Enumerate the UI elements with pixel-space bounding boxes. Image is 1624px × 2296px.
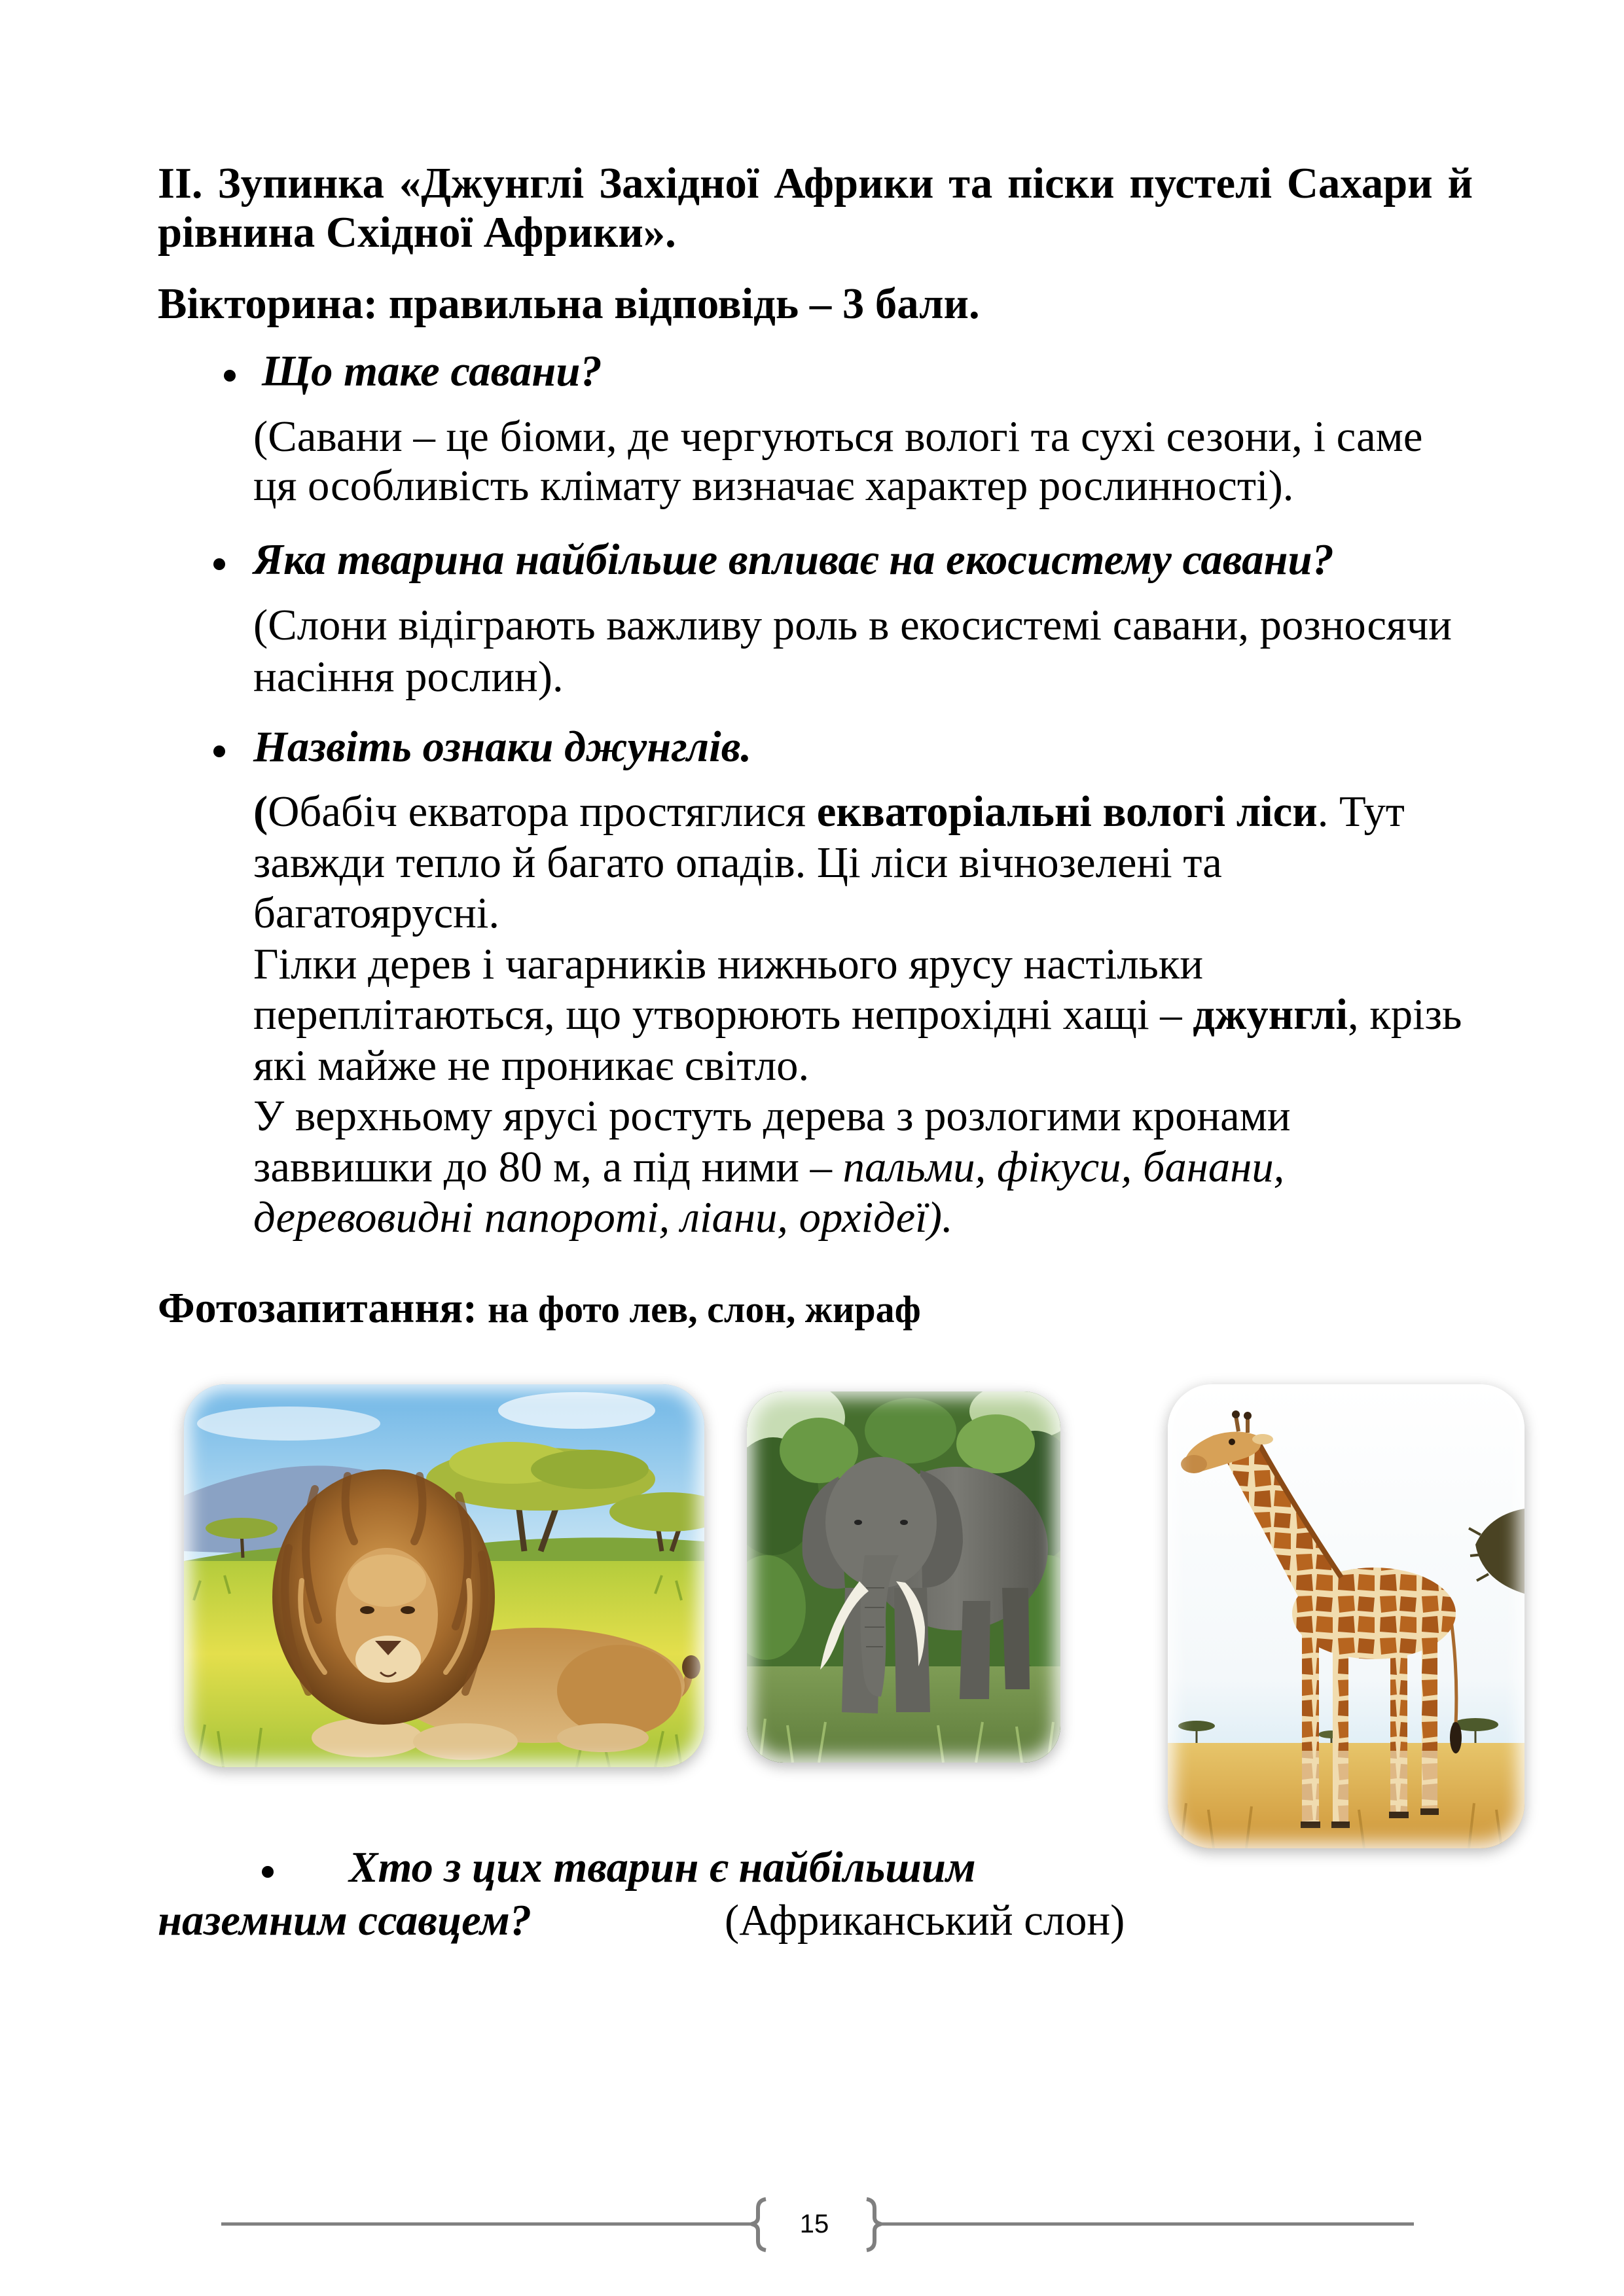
answer-line: насіння рослин).	[253, 653, 564, 701]
bullet-icon	[213, 745, 225, 757]
answer-text: які майже не проникає світло.	[253, 1041, 810, 1090]
answer-line	[253, 1041, 1462, 1092]
answer-text: Гілки дерев і чагарників нижнього ярусу настільки	[253, 940, 1204, 988]
quiz-answer	[253, 787, 1462, 1244]
quiz-question: Що таке савани?	[262, 348, 602, 395]
answer-line: ця особливість клімату визначає характер рослинності).	[253, 462, 1294, 510]
photo-question-text: на фото лев, слон, жираф	[488, 1288, 921, 1331]
elephant-photo	[747, 1391, 1060, 1763]
answer-emphasis: екваторіальні вологі ліси	[816, 788, 1318, 836]
answer-text: . Тут	[1317, 788, 1405, 836]
answer-line	[253, 1091, 1462, 1142]
answer-line: (Слони відіграють важливу роль в екосистемі савани, розносячи	[253, 601, 1452, 649]
answer-text: Обабіч екватора простяглися	[268, 788, 817, 836]
page-number: 15	[799, 2210, 829, 2238]
giraffe-photo	[1168, 1384, 1525, 1848]
answer-line	[253, 990, 1462, 1041]
answer-text: (	[253, 788, 268, 836]
quiz-heading: Вікторина: правильна відповідь – 3 бали.	[158, 280, 980, 328]
bullet-icon	[213, 558, 225, 570]
answer-text: У верхньому ярусі ростуть дерева з розлогими кронами	[253, 1092, 1291, 1140]
answer-text: завжди тепло й багато опадів. Ці ліси вічнозелені та	[253, 838, 1222, 887]
answer-text: переплітаються, що утворюють непрохідні хащі –	[253, 991, 1193, 1039]
bullet-icon	[262, 1866, 274, 1878]
answer-line	[253, 939, 1462, 990]
left-bracket-icon	[751, 2199, 766, 2250]
section-title-line: ІІ. Зупинка «Джунглі Західної Африки та піски пустелі Сахари й	[158, 160, 1473, 207]
final-question-line: Хто з цих тварин є найбільшим	[349, 1844, 976, 1892]
answer-italic: деревовидні папороті, ліани, орхідеї).	[253, 1194, 953, 1242]
answer-line	[253, 1193, 1462, 1244]
answer-line	[253, 787, 1462, 838]
answer-text: багатоярусні.	[253, 889, 500, 937]
answer-italic: пальми, фікуси, банани,	[842, 1143, 1285, 1191]
answer-line	[253, 888, 1462, 939]
final-answer: (Африканський слон)	[725, 1897, 1125, 1945]
quiz-question: Яка тварина найбільше впливає на екосистему савани?	[253, 536, 1334, 584]
answer-text: , крізь	[1347, 991, 1462, 1039]
quiz-answer	[253, 412, 1422, 511]
answer-line	[253, 1142, 1462, 1193]
photo-question-label: Фотозапитання:	[158, 1284, 478, 1332]
final-question-line: наземним ссавцем?	[158, 1897, 532, 1945]
right-bracket-icon	[867, 2199, 881, 2250]
quiz-question: Назвіть ознаки джунглів.	[253, 723, 752, 771]
photo-question	[158, 1283, 921, 1335]
quiz-answer	[253, 600, 1452, 703]
bullet-icon	[224, 370, 236, 382]
answer-emphasis: джунглі	[1193, 991, 1348, 1039]
section-title	[158, 159, 1473, 257]
answer-line: (Савани – це біоми, де чергуються вологі та сухі сезони, і саме	[253, 413, 1423, 461]
section-title-line: рівнина Східної Африки».	[158, 209, 676, 257]
answer-text: заввишки до 80 м, а під ними –	[253, 1143, 843, 1191]
answer-line	[253, 838, 1462, 889]
lion-photo	[184, 1384, 704, 1767]
